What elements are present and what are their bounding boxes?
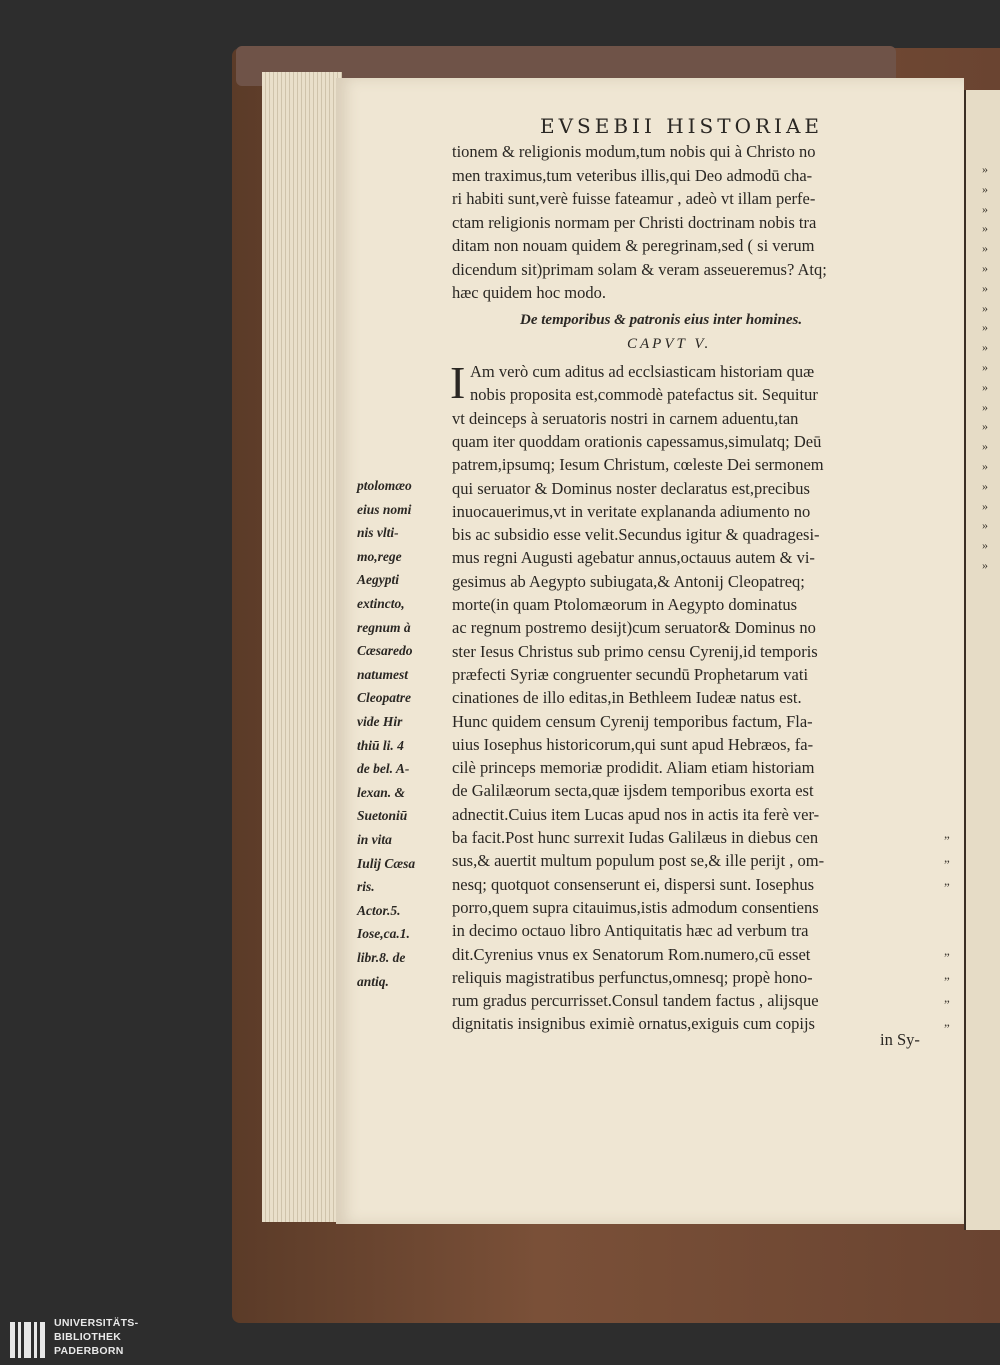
facing-page-quote-mark: » xyxy=(982,379,988,394)
quote-mark: „ xyxy=(944,826,950,841)
facing-page-quote-mark: » xyxy=(982,261,988,275)
quote-mark: „ xyxy=(944,873,950,888)
text-line: porro,quem supra citauimus,istis admodum consentiens xyxy=(452,897,819,917)
text-line: dicendum sit)primam solam & veram asseueremus? Atq; xyxy=(452,259,827,279)
facing-page-quote-mark: » xyxy=(982,201,988,216)
text-line: Hunc quidem censum Cyrenij temporibus factum, Fla- xyxy=(452,711,813,731)
margin-note-line: extincto, xyxy=(357,596,405,611)
margin-note-line: in vita xyxy=(357,832,392,847)
text-line: sus,& auertit multum populum post se,& ille perijt , om- xyxy=(452,851,825,871)
facing-page-quote-mark: » xyxy=(982,518,988,533)
text-line: ditam non nouam quidem & peregrinam,sed ( si verum xyxy=(452,236,815,255)
margin-note-line: mo,rege xyxy=(357,548,402,564)
catchword: in Sy- xyxy=(880,1030,920,1049)
facing-page-quote-mark: » xyxy=(982,478,988,493)
margin-note-line: Cæsaredo xyxy=(357,643,413,659)
facing-page-quote-mark: » xyxy=(982,558,988,572)
text-line: dignitatis insignibus eximiè ornatus,exiguis cum copijs xyxy=(452,1014,815,1034)
text-line: ri habiti sunt,verè fuisse fateamur , adeò vt illam perfe- xyxy=(452,189,816,208)
page-edges xyxy=(262,72,342,1222)
library-name-line2: BIBLIOTHEK xyxy=(54,1331,122,1343)
text-line: quam iter quoddam orationis capessamus,simulatq; Deū xyxy=(452,431,822,451)
text-line: ctam religionis normam per Christi doctrinam nobis tra xyxy=(452,212,817,232)
facing-page-quote-mark: » xyxy=(982,360,988,374)
text-line: vt deinceps à seruatoris nostri in carnem aduentu,tan xyxy=(452,408,799,428)
text-line: tionem & religionis modum,tum nobis qui à Christo no xyxy=(452,142,816,161)
margin-note-line: natumest xyxy=(357,666,409,682)
text-line: adnectit.Cuius item Lucas apud nos in actis ita ferè ver- xyxy=(452,804,820,824)
text-line: ba facit.Post hunc surrexit Iudas Galilæus in diebus cen xyxy=(452,828,819,847)
section-title: De temporibus & patronis eius inter homines. xyxy=(520,312,803,328)
facing-page-quote-mark: » xyxy=(982,320,988,335)
facing-page-quote-mark: » xyxy=(982,538,988,553)
text-line: de Galilæorum secta,quæ ijsdem temporibus exorta est xyxy=(452,781,814,801)
margin-note-line: lexan. & xyxy=(357,784,406,800)
facing-page-quote-mark: » xyxy=(982,459,988,473)
text-line: uius Iosephus historicorum,qui sunt apud Hebræos, fa- xyxy=(452,734,814,754)
text-line: gesimus ab Aegypto subiugata,& Antonij Cleopatreq; xyxy=(452,571,805,591)
quote-mark: „ xyxy=(944,990,950,1005)
quote-mark: „ xyxy=(944,850,950,865)
text-line: reliquis magistratibus perfunctus,omnesq; propè hono- xyxy=(452,967,813,987)
margin-note-line: regnum à xyxy=(357,619,411,635)
text-line: hæc quidem hoc modo. xyxy=(452,283,606,302)
quote-mark: „ xyxy=(944,967,950,982)
facing-page-quote-mark: » xyxy=(982,181,988,196)
margin-note-line: ris. xyxy=(357,879,375,895)
margin-note-line: Suetoniū xyxy=(357,808,408,824)
text-line: præfecti Syriæ congruenter secundū Prophetarum vati xyxy=(452,664,809,684)
running-header: EVSEBII HISTORIAE xyxy=(540,114,823,138)
margin-note-line: libr.8. de xyxy=(357,950,406,965)
text-line: dit.Cyrenius vnus ex Senatorum Rom.numero,cū esset xyxy=(452,944,811,964)
margin-note-line: nis vlti- xyxy=(357,525,399,541)
facing-page-quote-mark: » xyxy=(982,498,988,513)
library-name-line1: UNIVERSITÄTS- xyxy=(54,1317,139,1329)
text-line: rum gradus percurrisset.Consul tandem factus , alijsque xyxy=(452,991,819,1011)
text-line: bis ac subsidio esse velit.Secundus igitur & quadragesi- xyxy=(452,525,820,545)
facing-page-quote-mark: » xyxy=(982,419,988,434)
text-line: cinationes de illo editas,in Bethleem Iudeæ natus est. xyxy=(452,688,802,708)
facing-page-quote-mark: » xyxy=(982,340,988,355)
margin-note-line: thiū li. 4 xyxy=(357,737,404,753)
text-line: nobis proposita est,commodè patefactus sit. Sequitur xyxy=(470,385,818,405)
text-line: cilè princeps memoriæ prodidit. Aliam etiam historiam xyxy=(452,758,815,778)
text-line: men traximus,tum veteribus illis,qui Deo admodū cha- xyxy=(452,165,813,185)
margin-note-line: vide Hir xyxy=(357,714,403,729)
margin-note-line: Iulij Cæsa xyxy=(357,855,416,871)
facing-page-quote-mark: » xyxy=(982,399,988,414)
margin-note-line: Iose,ca.1. xyxy=(357,926,410,942)
text-line: patrem,ipsumq; Iesum Christum, cœleste Dei sermonem xyxy=(452,455,824,475)
quote-mark: „ xyxy=(944,1014,950,1029)
facing-page-quote-mark: » xyxy=(982,221,988,236)
text-line: inuocauerimus,vt in veritate explananda adiumento no xyxy=(452,501,811,521)
drop-capital: I xyxy=(450,357,466,408)
facing-page-quote-mark: » xyxy=(982,300,988,315)
facing-page-quote-mark: » xyxy=(982,162,988,176)
facing-page-quote-mark: » xyxy=(982,439,988,454)
margin-note-line: antiq. xyxy=(357,973,389,989)
text-line: in decimo octauo libro Antiquitatis hæc ad verbum tra xyxy=(452,921,809,941)
margin-note-line: Cleopatre xyxy=(357,690,411,706)
text-line: morte(in quam Ptolomæorum in Aegypto dominatus xyxy=(452,595,798,614)
margin-note-line: de bel. A- xyxy=(357,761,410,777)
margin-note-line: Actor.5. xyxy=(357,902,401,918)
text-line: ac regnum postremo desijt)cum seruator& Dominus no xyxy=(452,618,816,638)
facing-page-quote-mark: » xyxy=(982,241,988,256)
margin-note-line: Aegypti xyxy=(357,572,399,588)
text-line: mus regni Augusti agebatur annus,octauus autem & vi- xyxy=(452,548,815,568)
facing-page-quote-mark: » xyxy=(982,280,988,295)
text-line: nesq; quotquot consenserunt ei, dispersi sunt. Iosephus xyxy=(452,874,815,894)
margin-note-line: ptolomæo xyxy=(357,478,412,493)
quote-mark: „ xyxy=(944,943,950,958)
margin-note-line: eius nomi xyxy=(357,501,412,517)
text-line: ster Iesus Christus sub primo censu Cyrenij,id temporis xyxy=(452,641,818,661)
chapter-heading: CAPVT V. xyxy=(627,336,712,352)
text-line: Am verò cum aditus ad ecclsiasticam historiam quæ xyxy=(470,362,815,381)
library-logo-icon xyxy=(6,1316,48,1362)
library-name-line3: PADERBORN xyxy=(54,1345,124,1357)
text-line: qui seruator & Dominus noster declaratus est,precibus xyxy=(452,478,810,498)
